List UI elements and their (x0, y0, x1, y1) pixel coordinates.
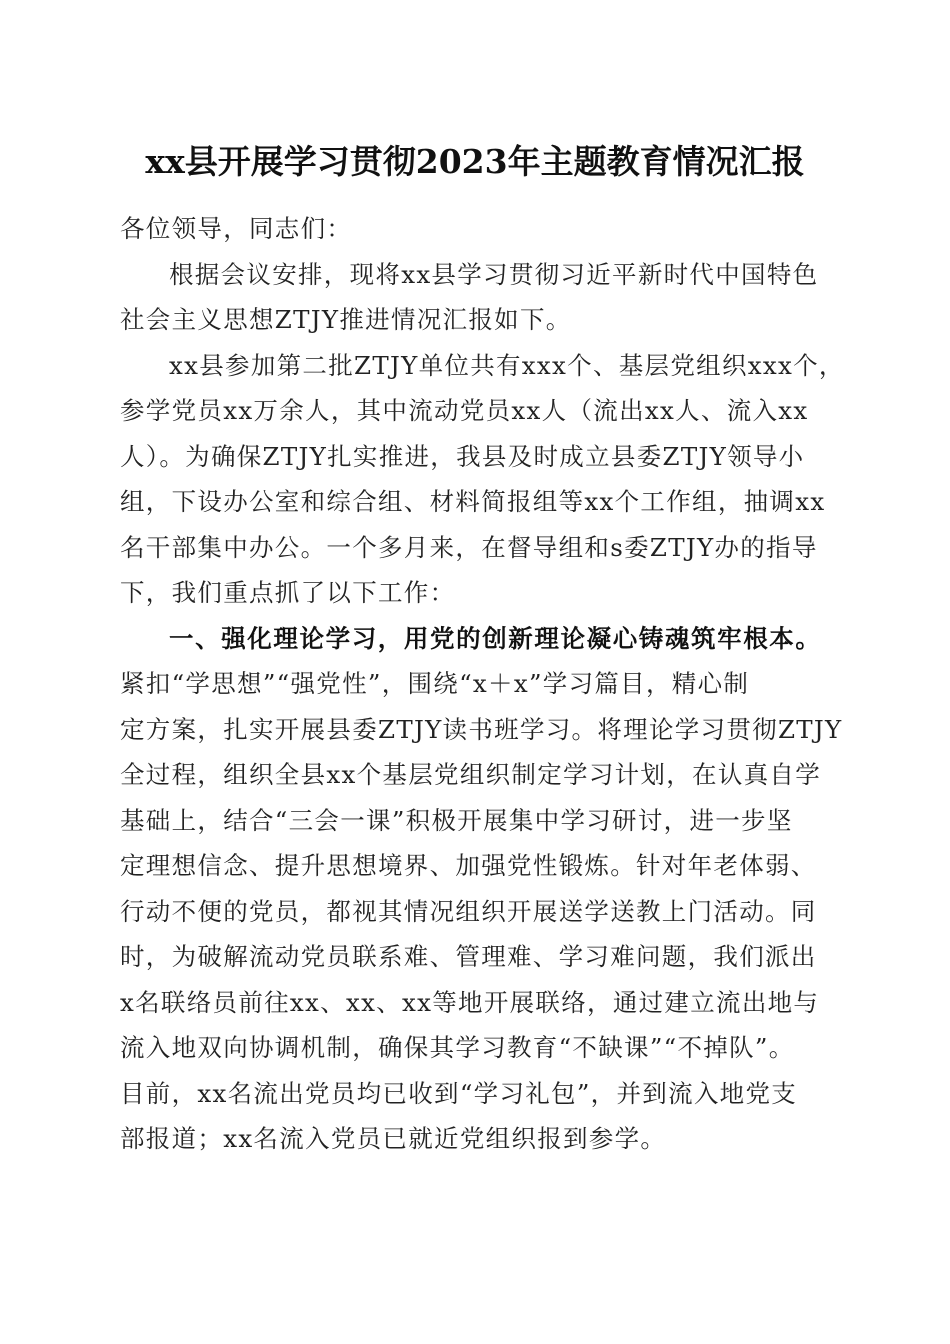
paragraph-line: 名干部集中办公。一个多月来，在督导组和s委ZTJY办的指导 (120, 532, 818, 562)
paragraph-line: 人）。为确保ZTJY扎实推进，我县及时成立县委ZTJY领导小 (120, 441, 805, 471)
paragraph-line: 根据会议安排，现将xx县学习贯彻习近平新时代中国特色 (169, 259, 819, 289)
paragraph-line: 目前，xx名流出党员均已收到“学习礼包”，并到流入地党支 (120, 1078, 798, 1108)
paragraph-line: 时，为破解流动党员联系难、管理难、学习难问题，我们派出 (120, 942, 817, 971)
paragraph-line: 基础上，结合“三会一课”积极开展集中学习研讨，进一步坚 (120, 805, 793, 835)
paragraph-line: 全过程，组织全县xx个基层党组织制定学习计划，在认真自学 (120, 760, 822, 789)
paragraph-line: 参学党员xx万余人，其中流动党员xx人（流出xx人、流入xx (120, 396, 809, 425)
paragraph-line: 部报道；xx名流入党员已就近党组织报到参学。 (120, 1124, 667, 1153)
paragraph-line: 流入地双向协调机制，确保其学习教育“不缺课”“不掉队”。 (120, 1033, 795, 1062)
paragraph-line: 下，我们重点抓了以下工作： (120, 578, 456, 607)
salutation: 各位领导，同志们： (120, 214, 353, 243)
paragraph-line: 社会主义思想ZTJY推进情况汇报如下。 (120, 305, 572, 334)
paragraph-line: xx县参加第二批ZTJY单位共有xxx个、基层党组织xxx个， (169, 350, 845, 380)
paragraph-line: 定方案，扎实开展县委ZTJY读书班学习。将理论学习贯彻ZTJY (120, 714, 843, 744)
paragraph-line: 组，下设办公室和综合组、材料简报组等xx个工作组，抽调xx (120, 487, 826, 516)
paragraph-line: 行动不便的党员，都视其情况组织开展送学送教上门活动。同 (120, 896, 817, 926)
paragraph-line: x名联络员前往xx、xx、xx等地开展联络，通过建立流出地与 (120, 987, 820, 1017)
paragraph-line: 紧扣“学思想”“强党性”，围绕“x＋x”学习篇目，精心制 (120, 669, 750, 698)
section-heading: 一、强化理论学习，用党的创新理论凝心铸魂筑牢根本。 (169, 623, 822, 653)
document-body (120, 206, 845, 1162)
document-title: xx县开展学习贯彻2023年主题教育情况汇报 (145, 142, 805, 181)
paragraph-line: 定理想信念、提升思想境界、加强党性锻炼。针对年老体弱、 (120, 851, 817, 880)
